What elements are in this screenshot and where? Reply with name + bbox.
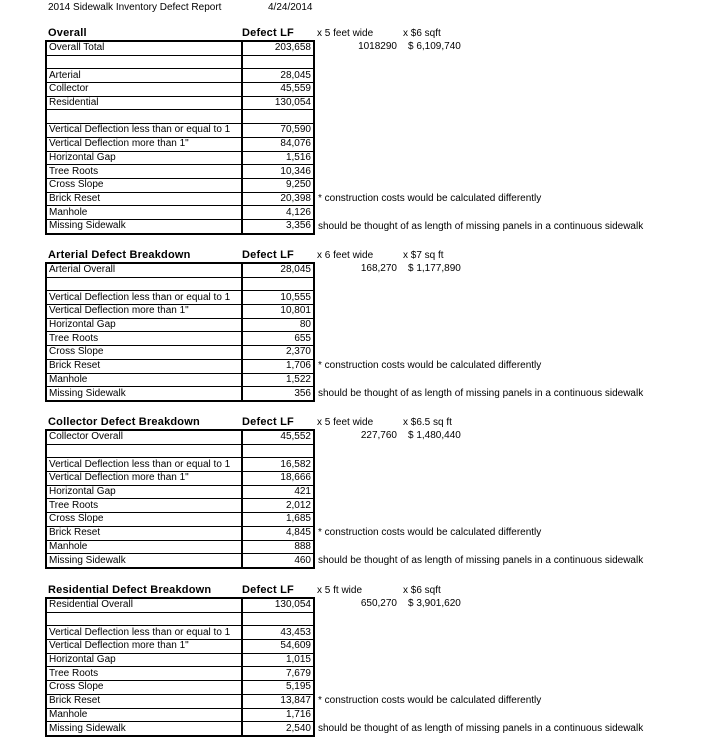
row-label (46, 55, 242, 69)
row-label (46, 444, 242, 458)
total-sqft: 168,270 (360, 263, 397, 274)
row-value: 1,685 (242, 513, 314, 527)
total-sqft: 650,270 (360, 598, 397, 609)
row-value (242, 612, 314, 626)
row-value: 460 (242, 554, 314, 568)
row-label: Missing Sidewalk (46, 219, 242, 233)
table-row (46, 640, 314, 654)
defect-table (45, 429, 315, 569)
row-label: Vertical Deflection less than or equal to 1 (46, 626, 242, 640)
section-title: Residential Defect Breakdown (48, 584, 212, 596)
row-label: Residential Overall (46, 598, 242, 612)
row-value: 10,555 (242, 291, 314, 305)
row-value: 1,716 (242, 708, 314, 722)
row-value (242, 444, 314, 458)
total-cost: $ 1,480,440 (408, 430, 461, 441)
row-label: Horizontal Gap (46, 318, 242, 332)
table-row (46, 667, 314, 681)
section-residential (45, 585, 705, 737)
row-label: Missing Sidewalk (46, 554, 242, 568)
row-value: 5,195 (242, 681, 314, 695)
report-title: 2014 Sidewalk Inventory Defect Report (48, 2, 222, 13)
table-row (46, 165, 314, 179)
table-row (46, 681, 314, 695)
table-row (46, 458, 314, 472)
table-row (46, 387, 314, 401)
table-row (46, 373, 314, 387)
section-arterial (45, 250, 705, 402)
width-factor: x 5 feet wide (317, 417, 374, 428)
row-value: 203,658 (242, 41, 314, 55)
table-row (46, 612, 314, 626)
table-row (46, 653, 314, 667)
row-label: Tree Roots (46, 499, 242, 513)
defect-table (45, 40, 315, 235)
row-value: 7,679 (242, 667, 314, 681)
table-row (46, 526, 314, 540)
table-row (46, 55, 314, 69)
column-header-defect-lf: Defect LF (242, 584, 294, 596)
table-row (46, 346, 314, 360)
row-value: 655 (242, 332, 314, 346)
row-value: 1,522 (242, 373, 314, 387)
table-row (46, 485, 314, 499)
section-title: Collector Defect Breakdown (48, 416, 200, 428)
total-cost: $ 3,901,620 (408, 598, 461, 609)
total-sqft: 227,760 (360, 430, 397, 441)
row-label: Vertical Deflection more than 1" (46, 640, 242, 654)
row-label: Overall Total (46, 41, 242, 55)
row-value: 28,045 (242, 69, 314, 83)
row-value: 3,356 (242, 219, 314, 233)
row-value: 10,801 (242, 305, 314, 319)
row-value: 45,552 (242, 430, 314, 444)
section-title: Overall (48, 27, 87, 39)
table-row (46, 69, 314, 83)
note-missing-sidewalk: should be thought of as length of missing panels in a continuous sidewalk (318, 555, 644, 566)
row-value: 13,847 (242, 694, 314, 708)
report-date: 4/24/2014 (268, 2, 313, 13)
note-brick-reset: * construction costs would be calculated differently (318, 695, 542, 706)
row-value: 2,540 (242, 722, 314, 736)
row-value: 28,045 (242, 263, 314, 277)
row-label: Manhole (46, 373, 242, 387)
table-row (46, 291, 314, 305)
row-value: 54,609 (242, 640, 314, 654)
column-header-defect-lf: Defect LF (242, 249, 294, 261)
row-value: 130,054 (242, 598, 314, 612)
row-label: Collector Overall (46, 430, 242, 444)
row-label (46, 110, 242, 124)
row-value: 9,250 (242, 178, 314, 192)
note-brick-reset: * construction costs would be calculated differently (318, 193, 542, 204)
note-missing-sidewalk: should be thought of as length of missing panels in a continuous sidewalk (318, 388, 644, 399)
section-collector (45, 417, 705, 569)
total-sqft: 1018290 (358, 41, 397, 52)
table-row (46, 110, 314, 124)
table-row (46, 192, 314, 206)
table-row (46, 513, 314, 527)
row-label: Brick Reset (46, 359, 242, 373)
row-value: 2,370 (242, 346, 314, 360)
row-label: Vertical Deflection more than 1" (46, 472, 242, 486)
row-label: Brick Reset (46, 526, 242, 540)
row-label: Residential (46, 96, 242, 110)
row-value: 1,516 (242, 151, 314, 165)
table-row (46, 151, 314, 165)
table-row (46, 277, 314, 291)
row-label: Horizontal Gap (46, 151, 242, 165)
row-value: 4,845 (242, 526, 314, 540)
column-header-defect-lf: Defect LF (242, 416, 294, 428)
row-value: 4,126 (242, 206, 314, 220)
rate-factor: x $6 sqft (403, 585, 441, 596)
row-label: Collector (46, 83, 242, 97)
rate-factor: x $6 sqft (403, 28, 441, 39)
table-row (46, 598, 314, 612)
row-value: 20,398 (242, 192, 314, 206)
total-cost: $ 6,109,740 (408, 41, 461, 52)
row-label (46, 277, 242, 291)
row-value: 10,346 (242, 165, 314, 179)
row-label: Tree Roots (46, 667, 242, 681)
row-label: Vertical Deflection less than or equal to 1 (46, 458, 242, 472)
table-row (46, 137, 314, 151)
row-label: Vertical Deflection less than or equal to 1 (46, 291, 242, 305)
note-brick-reset: * construction costs would be calculated differently (318, 360, 542, 371)
table-row (46, 554, 314, 568)
table-row (46, 219, 314, 233)
rate-factor: x $7 sq ft (403, 250, 444, 261)
note-missing-sidewalk: should be thought of as length of missing panels in a continuous sidewalk (318, 723, 644, 734)
table-row (46, 178, 314, 192)
note-brick-reset: * construction costs would be calculated differently (318, 527, 542, 538)
row-label: Tree Roots (46, 165, 242, 179)
table-row (46, 722, 314, 736)
row-label: Arterial (46, 69, 242, 83)
table-row (46, 83, 314, 97)
row-value: 84,076 (242, 137, 314, 151)
row-value: 421 (242, 485, 314, 499)
row-label: Vertical Deflection more than 1" (46, 137, 242, 151)
row-value: 356 (242, 387, 314, 401)
table-row (46, 96, 314, 110)
table-row (46, 499, 314, 513)
row-label: Horizontal Gap (46, 485, 242, 499)
row-value (242, 110, 314, 124)
defect-table (45, 262, 315, 402)
defect-table (45, 597, 315, 737)
table-row (46, 694, 314, 708)
row-value: 80 (242, 318, 314, 332)
row-value: 1,706 (242, 359, 314, 373)
row-value: 70,590 (242, 124, 314, 138)
row-value: 43,453 (242, 626, 314, 640)
table-row (46, 124, 314, 138)
row-label: Cross Slope (46, 513, 242, 527)
row-value: 1,015 (242, 653, 314, 667)
table-row (46, 206, 314, 220)
row-label: Arterial Overall (46, 263, 242, 277)
table-row (46, 305, 314, 319)
table-row (46, 430, 314, 444)
table-row (46, 41, 314, 55)
row-label: Missing Sidewalk (46, 722, 242, 736)
row-value: 888 (242, 540, 314, 554)
table-row (46, 626, 314, 640)
row-label: Manhole (46, 540, 242, 554)
row-label (46, 612, 242, 626)
width-factor: x 6 feet wide (317, 250, 374, 261)
total-cost: $ 1,177,890 (408, 263, 461, 274)
row-label: Tree Roots (46, 332, 242, 346)
row-label: Missing Sidewalk (46, 387, 242, 401)
section-title: Arterial Defect Breakdown (48, 249, 191, 261)
row-label: Cross Slope (46, 346, 242, 360)
row-label: Vertical Deflection less than or equal to 1 (46, 124, 242, 138)
table-row (46, 444, 314, 458)
row-label: Brick Reset (46, 694, 242, 708)
row-value: 16,582 (242, 458, 314, 472)
table-row (46, 318, 314, 332)
row-label: Cross Slope (46, 178, 242, 192)
table-row (46, 263, 314, 277)
row-label: Manhole (46, 206, 242, 220)
row-value: 45,559 (242, 83, 314, 97)
width-factor: x 5 feet wide (317, 28, 374, 39)
rate-factor: x $6.5 sq ft (403, 417, 452, 428)
row-value (242, 277, 314, 291)
row-value: 130,054 (242, 96, 314, 110)
row-value: 2,012 (242, 499, 314, 513)
row-label: Brick Reset (46, 192, 242, 206)
table-row (46, 540, 314, 554)
row-label: Manhole (46, 708, 242, 722)
table-row (46, 472, 314, 486)
table-row (46, 359, 314, 373)
table-row (46, 708, 314, 722)
section-overall (45, 28, 705, 235)
row-value: 18,666 (242, 472, 314, 486)
row-value (242, 55, 314, 69)
table-row (46, 332, 314, 346)
column-header-defect-lf: Defect LF (242, 27, 294, 39)
row-label: Horizontal Gap (46, 653, 242, 667)
row-label: Cross Slope (46, 681, 242, 695)
width-factor: x 5 ft wide (317, 585, 363, 596)
note-missing-sidewalk: should be thought of as length of missing panels in a continuous sidewalk (318, 221, 644, 232)
row-label: Vertical Deflection more than 1" (46, 305, 242, 319)
